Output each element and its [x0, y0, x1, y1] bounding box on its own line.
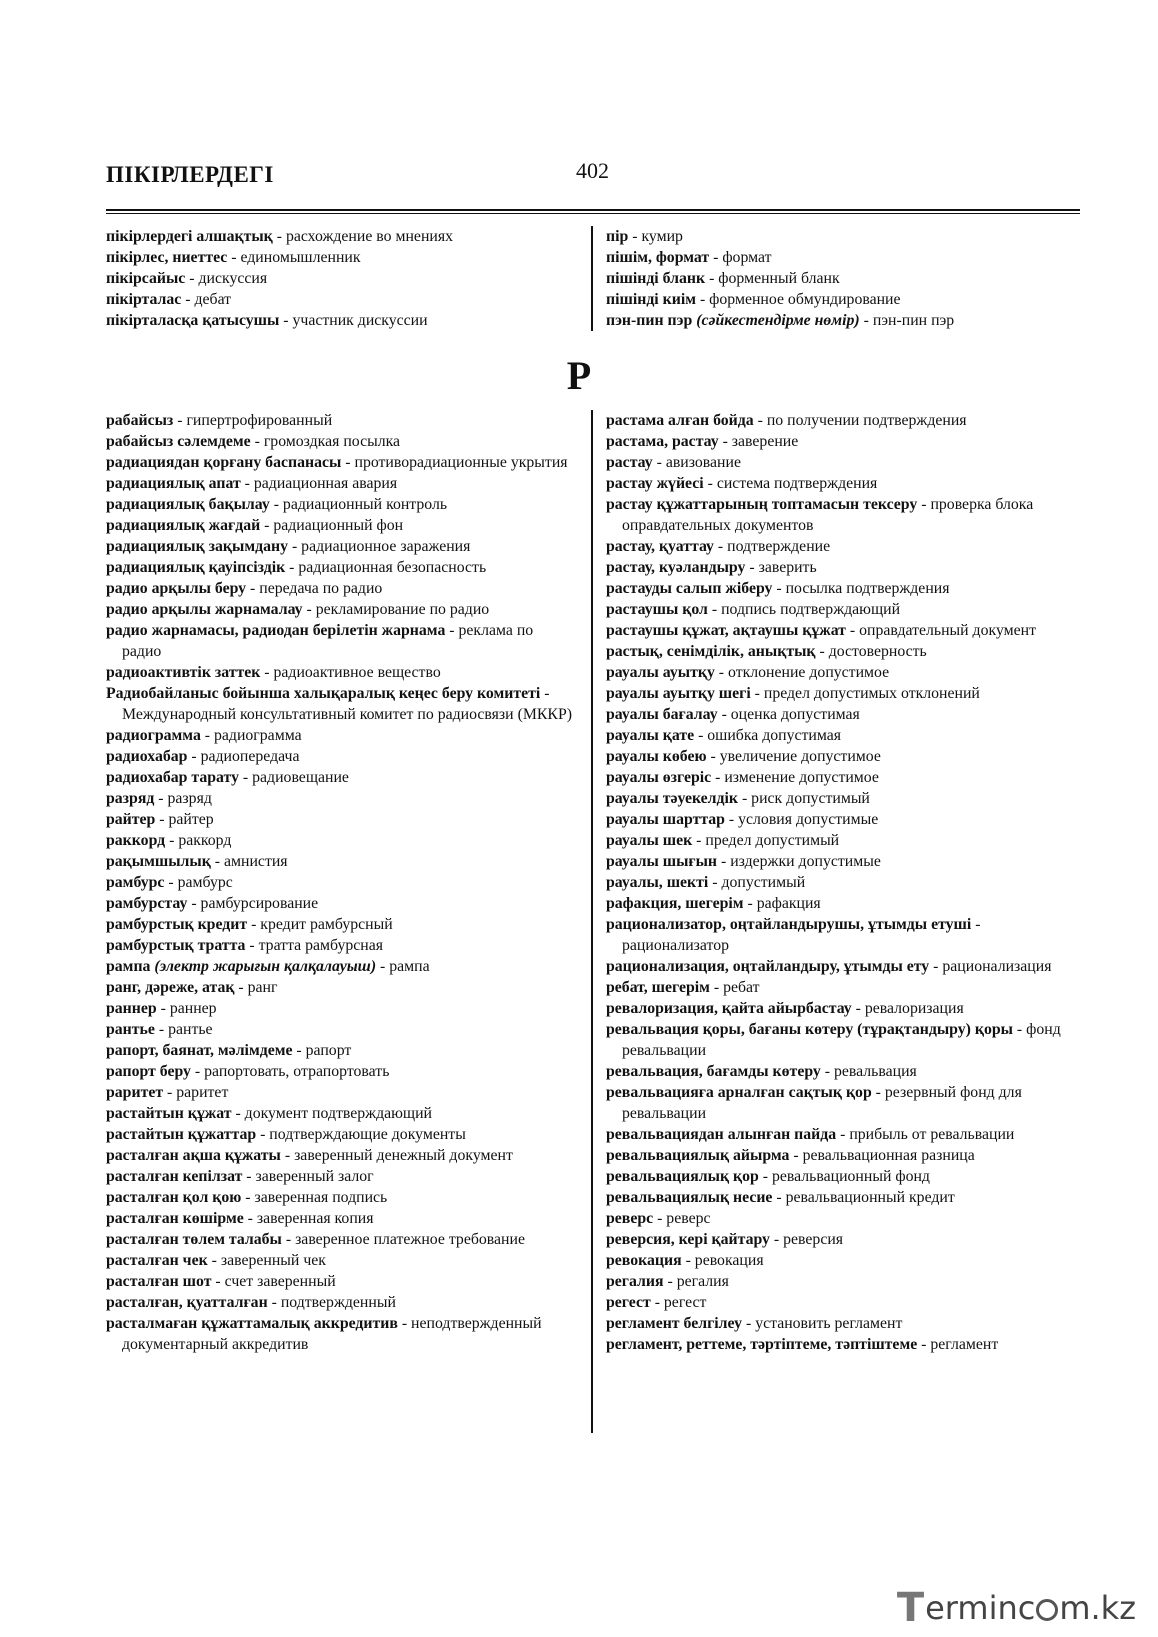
entry-translation: - рамбурс [164, 874, 233, 891]
entry-term: ревокация [606, 1252, 682, 1269]
entry-term: регалия [606, 1273, 664, 1290]
entry-term: рауалы көбею [606, 748, 707, 765]
entry-term: ревальвация қоры, бағаны көтеру (тұрақтандыру) қоры [606, 1021, 1013, 1038]
entry-term: пікірталасқа қатысушы [106, 312, 280, 329]
entry-translation: - регест [650, 1294, 707, 1311]
dictionary-entry [106, 1040, 576, 1061]
entry-translation: - авизование [652, 454, 741, 471]
dictionary-entry [106, 1292, 576, 1313]
entry-translation: - дискуссия [185, 270, 268, 287]
entry-translation: - противорадиационные укрытия [341, 454, 568, 471]
entry-translation: - заверенное платежное требование [281, 1231, 525, 1248]
entry-translation: - допустимый [708, 874, 806, 891]
dictionary-entry [106, 935, 576, 956]
watermark-t: T [896, 1585, 925, 1631]
dictionary-entry [106, 746, 576, 767]
entry-translation: - амнистия [210, 853, 288, 870]
dictionary-entry [606, 620, 1084, 641]
entry-translation: - ревальвационная разница [789, 1147, 975, 1164]
dictionary-entry [106, 1208, 576, 1229]
dictionary-entry [106, 662, 576, 683]
dictionary-entry [106, 1019, 576, 1040]
dictionary-entry [606, 767, 1084, 788]
dictionary-entry [606, 226, 1084, 247]
entry-term: растайтын құжаттар [106, 1126, 257, 1143]
entry-term: пішім, формат [606, 249, 710, 266]
dictionary-entry [606, 452, 1084, 473]
entry-term: растау құжаттарының топтамасын тексеру [606, 496, 918, 513]
dictionary-entry [106, 1061, 576, 1082]
entry-translation: - заверение [718, 433, 799, 450]
dictionary-entry [606, 310, 1084, 331]
entry-translation: - подпись подтверждающий [707, 601, 901, 618]
entry-translation: - предел допустимых отклонений [750, 685, 980, 702]
entry-term: Радиобайланыс бойынша халықаралық кеңес беру комитеті [106, 685, 541, 702]
entry-translation: - дебат [181, 291, 232, 308]
dictionary-entry [606, 704, 1084, 725]
dictionary-entry [106, 1187, 576, 1208]
entry-term: рауалы шарттар [606, 811, 725, 828]
entry-term: рауалы шығын [606, 853, 718, 870]
entry-term: радио жарнамасы, радиодан берілетін жарнама [106, 622, 446, 639]
entry-translation: - увеличение допустимое [706, 748, 881, 765]
entry-term: пікірталас [106, 291, 182, 308]
dictionary-entry [606, 578, 1084, 599]
entry-term: растаушы құжат, ақтаушы құжат [606, 622, 846, 639]
entry-translation: - ревальвация [820, 1063, 917, 1080]
entry-translation: - документ подтверждающий [231, 1105, 432, 1122]
entry-term: рауалы ауытқу [606, 664, 715, 681]
entry-translation: - рационализатор [622, 916, 981, 954]
dictionary-entry [606, 536, 1084, 557]
dictionary-entry [606, 494, 1084, 536]
dictionary-entry [606, 893, 1084, 914]
entry-translation: - тратта рамбурсная [245, 937, 384, 954]
entry-term: рапорт беру [106, 1063, 191, 1080]
dictionary-entry [106, 452, 576, 473]
entry-translation: - проверка блока оправдательных документов [622, 496, 1034, 534]
entry-translation: - рационализация [929, 958, 1052, 975]
left-column [106, 410, 576, 1355]
dictionary-entry [606, 1208, 1084, 1229]
entry-term: пэн-пин пэр [606, 312, 697, 329]
entry-term: реверсия, кері қайтару [606, 1231, 770, 1248]
entry-term: пікірлердегі алшақтық [106, 228, 273, 245]
dictionary-entry [106, 683, 576, 725]
entry-translation: - подтверждающие документы [256, 1126, 466, 1143]
entry-translation: - рапортовать, отрапортовать [190, 1063, 390, 1080]
entry-term: рауалы бағалау [606, 706, 718, 723]
entry-translation: - ревалоризация [851, 1000, 964, 1017]
dictionary-entry [606, 914, 1084, 956]
entry-term: реверс [606, 1210, 654, 1227]
dictionary-entry [106, 1229, 576, 1250]
entry-term: радио арқылы жарнамалау [106, 601, 303, 618]
entry-translation: - заверить [745, 559, 817, 576]
dictionary-entry [106, 893, 576, 914]
dictionary-entry [606, 998, 1084, 1019]
entry-translation: - ревальвационный фонд [758, 1168, 930, 1185]
entry-translation: - рекламирование по радио [302, 601, 490, 618]
dictionary-entry [106, 289, 576, 310]
dictionary-entry [606, 746, 1084, 767]
entry-term: расталған чек [106, 1252, 208, 1269]
dictionary-entry [606, 830, 1084, 851]
dictionary-entry [106, 851, 576, 872]
entry-term: расталған көшірме [106, 1210, 244, 1227]
entry-term: растау [606, 454, 653, 471]
entry-term: расталған қол қою [106, 1189, 242, 1206]
entry-translation: - громоздкая посылка [250, 433, 401, 450]
watermark-text-3: m.kz [1059, 1589, 1136, 1627]
dictionary-entry [606, 247, 1084, 268]
entry-term: растайтын құжат [106, 1105, 232, 1122]
entry-translation: - радиовещание [238, 769, 349, 786]
dictionary-entry [606, 872, 1084, 893]
entry-translation: - ревокация [681, 1252, 764, 1269]
entry-translation: - по получении подтверждения [753, 412, 967, 429]
entry-translation: - издержки допустимые [717, 853, 881, 870]
entry-term: радиограмма [106, 727, 201, 744]
dictionary-entry [106, 620, 576, 662]
dictionary-entry [106, 998, 576, 1019]
entry-term: радио арқылы беру [106, 580, 247, 597]
entry-term: пішінді бланк [606, 270, 706, 287]
entry-note: (электр жарығын қалқалауыш) [154, 958, 377, 975]
entry-translation: - отклонение допустимое [714, 664, 890, 681]
entry-term: рампа [106, 958, 155, 975]
dictionary-entry [106, 830, 576, 851]
dictionary-entry [606, 809, 1084, 830]
entry-translation: - рамбурсирование [187, 895, 319, 912]
watermark-magnifier-icon [1036, 1599, 1058, 1621]
entry-translation: - радиационная безопасность [285, 559, 487, 576]
termincom-watermark [897, 1583, 1136, 1633]
entry-translation: - кумир [628, 228, 683, 245]
entry-term: ревальвациядан алынған пайда [606, 1126, 837, 1143]
watermark-text-1: ermin [925, 1589, 1018, 1627]
dictionary-entry [606, 1124, 1084, 1145]
entry-translation: - ошибка допустимая [694, 727, 842, 744]
entry-translation: - неподтвержденный документарный аккредитив [122, 1315, 542, 1353]
entry-translation: - заверенный залог [242, 1168, 374, 1185]
entry-translation: - формат [709, 249, 772, 266]
entry-term: рауалы қате [606, 727, 695, 744]
dictionary-entry [606, 1313, 1084, 1334]
entry-translation: - подтвержденный [267, 1294, 396, 1311]
entry-translation: - Международный консультативный комитет по радиосвязи (МККР) [122, 685, 572, 723]
entry-term: растау, қуаттау [606, 538, 714, 555]
dictionary-entry [106, 809, 576, 830]
entry-translation: - разряд [154, 790, 212, 807]
entry-translation: - радиационная авария [240, 475, 398, 492]
entry-translation: - раритет [163, 1084, 229, 1101]
column-divider-main [591, 410, 593, 1433]
entry-translation: - изменение допустимое [711, 769, 879, 786]
entry-term: радиациялық апат [106, 475, 241, 492]
entry-term: ревальвациялық қор [606, 1168, 759, 1185]
entry-translation: - регалия [663, 1273, 729, 1290]
entry-term: рауалы ауытқу шегі [606, 685, 751, 702]
entry-translation: - радиационный фон [260, 517, 404, 534]
dictionary-entry [606, 1271, 1084, 1292]
entry-term: растау жүйесі [606, 475, 704, 492]
entry-term: рауалы өзгеріс [606, 769, 712, 786]
dictionary-entry [106, 1145, 576, 1166]
entry-translation: - заверенный денежный документ [280, 1147, 513, 1164]
entry-translation: - ранг [234, 979, 278, 996]
entry-note: (сәйкестендірме нөмір) [696, 312, 860, 329]
entry-term: ревальвацияға арналған сақтық қор [606, 1084, 872, 1101]
entry-term: рационализация, оңтайландыру, ұтымды ету [606, 958, 930, 975]
entry-term: раритет [106, 1084, 164, 1101]
entry-translation: - форменный бланк [705, 270, 840, 287]
entry-term: растама, растау [606, 433, 719, 450]
dictionary-entry [106, 1124, 576, 1145]
entry-term: радиациялық жағдай [106, 517, 261, 534]
entry-translation: - заверенная подпись [241, 1189, 388, 1206]
entry-translation: - достоверность [815, 643, 927, 660]
dictionary-entry [106, 557, 576, 578]
entry-term: растық, сенімділік, анықтық [606, 643, 816, 660]
dictionary-entry [606, 1082, 1084, 1124]
header-rule-thin [106, 213, 1080, 214]
entry-translation: - предел допустимый [692, 832, 840, 849]
entry-translation: - оценка допустимая [717, 706, 860, 723]
entry-translation: - реклама по радио [122, 622, 534, 660]
section-letter-heading: Р [566, 353, 592, 398]
dictionary-entry [606, 431, 1084, 452]
dictionary-entry [106, 247, 576, 268]
entry-term: рамбурстау [106, 895, 188, 912]
entry-translation: - радиоактивное вещество [260, 664, 441, 681]
entry-translation: - рампа [376, 958, 430, 975]
right-column [606, 410, 1084, 1355]
entry-translation: - ребат [709, 979, 760, 996]
running-head: ПІКІРЛЕРДЕГІ [106, 162, 274, 187]
dictionary-entry [106, 536, 576, 557]
entry-translation: - заверенный чек [207, 1252, 326, 1269]
entry-term: радиохабар тарату [106, 769, 239, 786]
dictionary-entry [606, 557, 1084, 578]
entry-term: пікірсайыс [106, 270, 186, 287]
entry-translation: - рантье [154, 1021, 213, 1038]
entry-translation: - гипертрофированный [173, 412, 333, 429]
entry-term: растау, куәландыру [606, 559, 746, 576]
dictionary-entry [106, 1271, 576, 1292]
entry-term: райтер [106, 811, 156, 828]
entry-term: регламент, реттеме, тәртіптеме, тәптіштеме [606, 1336, 918, 1353]
dictionary-entry [606, 1145, 1084, 1166]
entry-term: рабайсыз сәлемдеме [106, 433, 251, 450]
entry-translation: - кредит рамбурсный [247, 916, 393, 933]
entry-translation: - заверенная копия [243, 1210, 374, 1227]
entry-translation: - система подтверждения [703, 475, 878, 492]
entry-translation: - расхождение во мнениях [272, 228, 454, 245]
entry-translation: - участник дискуссии [279, 312, 428, 329]
entry-term: ревальвация, бағамды көтеру [606, 1063, 821, 1080]
entry-term: ревалоризация, қайта айырбастау [606, 1000, 852, 1017]
entry-translation: - раннер [156, 1000, 217, 1017]
entry-term: расталмаған құжаттамалық аккредитив [106, 1315, 398, 1332]
entry-term: растауды салып жіберу [606, 580, 773, 597]
dictionary-entry [606, 1061, 1084, 1082]
entry-term: расталған төлем талабы [106, 1231, 282, 1248]
entry-translation: - фонд ревальвации [622, 1021, 1061, 1059]
entry-translation: - посылка подтверждения [772, 580, 950, 597]
top-left-column [106, 226, 576, 331]
dictionary-entry [606, 851, 1084, 872]
page-header [106, 158, 1080, 210]
entry-translation: - условия допустимые [724, 811, 879, 828]
entry-translation: - радиограмма [200, 727, 302, 744]
entry-term: растама алған бойда [606, 412, 754, 429]
entry-translation: - подтверждение [713, 538, 831, 555]
dictionary-entry [106, 410, 576, 431]
entry-term: пікірлес, ниеттес [106, 249, 228, 266]
entry-translation: - рафакция [743, 895, 821, 912]
dictionary-entry [606, 1292, 1084, 1313]
entry-term: рабайсыз [106, 412, 174, 429]
dictionary-entry [106, 431, 576, 452]
entry-translation: - рапорт [292, 1042, 352, 1059]
entry-translation: - ревальвационный кредит [772, 1189, 955, 1206]
entry-translation: - единомышленник [227, 249, 361, 266]
entry-term: рақымшылық [106, 853, 211, 870]
dictionary-entry [106, 788, 576, 809]
entry-term: рауалы шек [606, 832, 693, 849]
entry-term: рафакция, шегерім [606, 895, 744, 912]
dictionary-entry [106, 956, 576, 977]
entry-translation: - установить регламент [742, 1315, 903, 1332]
entry-term: ребат, шегерім [606, 979, 710, 996]
entry-term: разряд [106, 790, 155, 807]
header-rule [106, 209, 1080, 211]
entry-term: рамбурстық кредит [106, 916, 248, 933]
entry-term: расталған кепілзат [106, 1168, 243, 1185]
entry-term: расталған ақша құжаты [106, 1147, 281, 1164]
dictionary-entry [106, 1313, 576, 1355]
entry-term: расталған, қуатталған [106, 1294, 268, 1311]
entry-translation: - резервный фонд для ревальвации [622, 1084, 1022, 1122]
dictionary-entry [606, 1250, 1084, 1271]
dictionary-entry [106, 494, 576, 515]
dictionary-entry [606, 473, 1084, 494]
entry-term: пір [606, 228, 629, 245]
dictionary-entry [606, 1229, 1084, 1250]
dictionary-entry [606, 1166, 1084, 1187]
entry-term: раккорд [106, 832, 166, 849]
dictionary-entry [606, 725, 1084, 746]
entry-translation: - форменное обмундирование [696, 291, 901, 308]
dictionary-entry [106, 977, 576, 998]
entry-translation: - оправдательный документ [845, 622, 1036, 639]
entry-translation: - райтер [155, 811, 214, 828]
entry-term: рапорт, баянат, мәлімдеме [106, 1042, 293, 1059]
entry-term: пішінді киім [606, 291, 696, 308]
dictionary-entry [606, 1334, 1084, 1355]
entry-translation: - радиационное заражения [288, 538, 471, 555]
dictionary-entry [606, 641, 1084, 662]
entry-translation: - пэн-пин пэр [859, 312, 955, 329]
dictionary-entry [106, 310, 576, 331]
entry-translation: - риск допустимый [738, 790, 870, 807]
entry-term: радиоактивтік заттек [106, 664, 261, 681]
entry-term: раннер [106, 1000, 157, 1017]
watermark-text-2: c [1017, 1589, 1036, 1627]
column-divider-top [591, 226, 593, 331]
top-right-column [606, 226, 1084, 331]
entry-term: радиациялық зақымдану [106, 538, 289, 555]
dictionary-entry [106, 515, 576, 536]
entry-term: ревальвациялық несие [606, 1189, 773, 1206]
entry-term: рантье [106, 1021, 155, 1038]
dictionary-entry [106, 725, 576, 746]
entry-translation: - регламент [917, 1336, 999, 1353]
dictionary-entry [106, 1103, 576, 1124]
entry-term: рационализатор, оңтайландырушы, ұтымды етуші [606, 916, 972, 933]
entry-translation: - передача по радио [246, 580, 383, 597]
entry-term: ревальвациялық айырма [606, 1147, 790, 1164]
dictionary-entry [106, 268, 576, 289]
dictionary-entry [106, 578, 576, 599]
entry-translation: - счет заверенный [211, 1273, 336, 1290]
entry-term: ранг, дәреже, атақ [106, 979, 235, 996]
dictionary-entry [606, 599, 1084, 620]
dictionary-entry [106, 473, 576, 494]
entry-term: растаушы қол [606, 601, 708, 618]
dictionary-entry [606, 662, 1084, 683]
dictionary-entry [606, 977, 1084, 998]
entry-term: рауалы тәуекелдік [606, 790, 739, 807]
entry-term: регест [606, 1294, 651, 1311]
dictionary-entry [606, 1019, 1084, 1061]
entry-translation: - радиопередача [187, 748, 300, 765]
dictionary-entry [106, 914, 576, 935]
dictionary-entry [606, 289, 1084, 310]
dictionary-entry [106, 1082, 576, 1103]
dictionary-entry [606, 410, 1084, 431]
dictionary-entry [106, 226, 576, 247]
entry-term: рауалы, шекті [606, 874, 709, 891]
dictionary-entry [106, 872, 576, 893]
dictionary-entry [106, 1250, 576, 1271]
dictionary-entry [106, 767, 576, 788]
entry-term: радиациялық бақылау [106, 496, 270, 513]
entry-translation: - реверс [653, 1210, 711, 1227]
entry-translation: - раккорд [165, 832, 232, 849]
entry-term: расталған шот [106, 1273, 212, 1290]
entry-translation: - радиационный контроль [269, 496, 448, 513]
dictionary-entry [606, 1187, 1084, 1208]
dictionary-entry [606, 683, 1084, 704]
entry-term: радиациядан қорғану баспанасы [106, 454, 342, 471]
entry-term: рамбурс [106, 874, 165, 891]
dictionary-entry [606, 268, 1084, 289]
dictionary-entry [106, 599, 576, 620]
entry-term: радиохабар [106, 748, 188, 765]
page-number: 402 [576, 158, 609, 183]
entry-term: рамбурстық тратта [106, 937, 246, 954]
entry-translation: - реверсия [769, 1231, 844, 1248]
entry-translation: - прибыль от ревальвации [836, 1126, 1015, 1143]
dictionary-entry [106, 1166, 576, 1187]
entry-term: радиациялық қауіпсіздік [106, 559, 286, 576]
dictionary-entry [606, 956, 1084, 977]
dictionary-entry [606, 788, 1084, 809]
entry-term: регламент белгілеу [606, 1315, 743, 1332]
